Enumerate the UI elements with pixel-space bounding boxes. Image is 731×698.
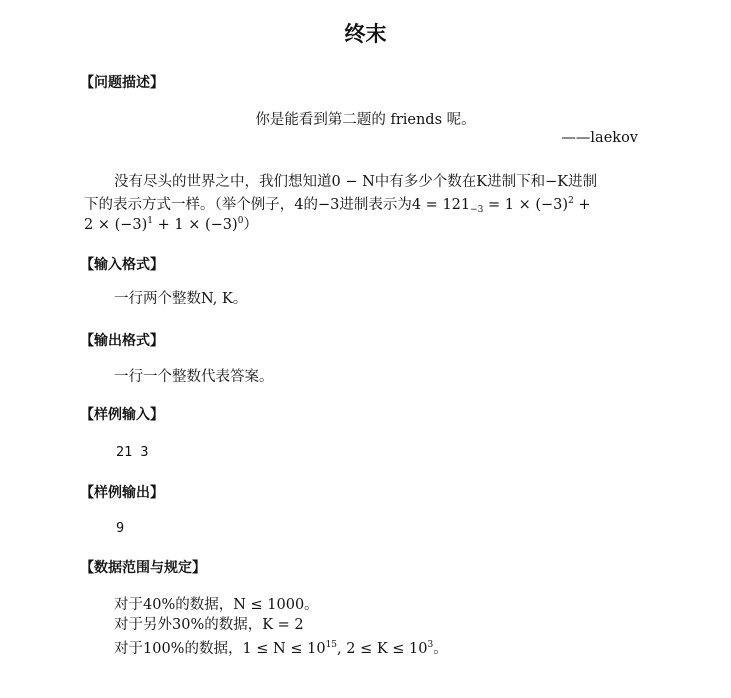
sample-input-text: 21 3 xyxy=(116,444,149,460)
section-heading-problem: 【问题描述】 xyxy=(80,75,164,91)
problem-description xyxy=(114,173,654,192)
constraint-line-3: 对于100%的数据，$1 \le N \le 10^{15}$, $2 \le K \le 10^3$。 xyxy=(114,640,448,657)
constraint-line-2: 对于另外30%的数据，K = 2 xyxy=(114,617,304,633)
output-format-text: 一行一个整数代表答案。 xyxy=(114,369,274,385)
section-heading-sample-input: 【样例输入】 xyxy=(80,407,164,423)
section-heading-constraints: 【数据范围与规定】 xyxy=(80,560,206,576)
description-line-1: 没有尽头的世界之中，我们想知道0 − N中有多少个数在K进制下和−K进制 xyxy=(114,174,598,190)
section-heading-output: 【输出格式】 xyxy=(80,333,164,349)
sample-output-text: 9 xyxy=(116,520,125,536)
constraint-line-1: 对于40%的数据，N ≤ 1000。 xyxy=(114,597,319,613)
description-line-3: $2 \times (-3)^1 + 1 \times (-3)^0$） xyxy=(84,216,258,233)
epigraph-quote: 你是能看到第二题的 friends 呢。 xyxy=(255,112,476,128)
section-heading-sample-output: 【样例输出】 xyxy=(80,485,164,501)
input-format-text: 一行两个整数N, K。 xyxy=(114,291,248,307)
section-heading-input: 【输入格式】 xyxy=(80,257,164,273)
description-line-2: 下的表示方式一样。（举个例子，4的−3进制表示为$4 = 121_{-3} = 1 \times (-3)^2$ + xyxy=(84,196,591,215)
page-title: 终末 xyxy=(344,22,387,46)
epigraph-signature: ——laekov xyxy=(561,130,638,146)
